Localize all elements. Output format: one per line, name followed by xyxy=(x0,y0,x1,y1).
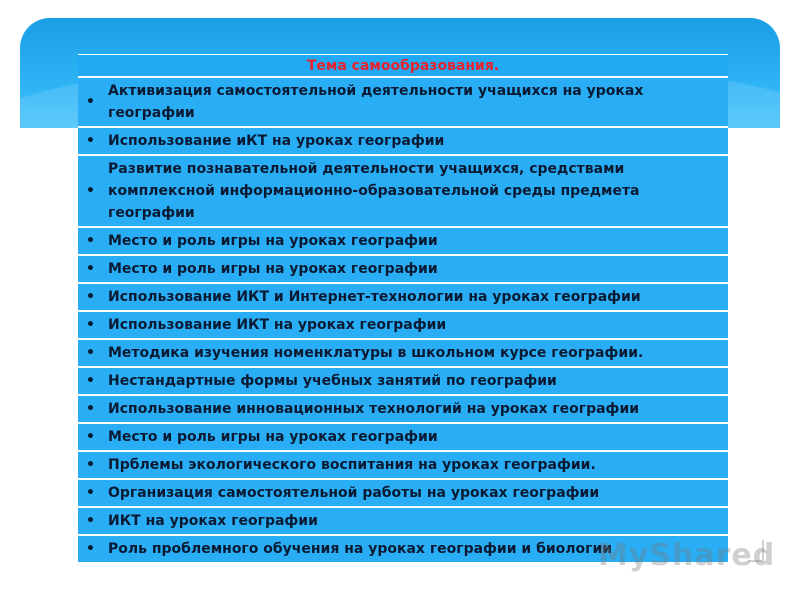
bullet-icon: • xyxy=(86,457,95,473)
table-row xyxy=(78,228,728,256)
table-title: Тема самообразования. xyxy=(306,57,500,74)
table-row xyxy=(78,156,728,228)
bullet-icon: • xyxy=(86,133,95,149)
table-row xyxy=(78,452,728,480)
row-text: Прблемы экологического воспитания на уроках географии. xyxy=(108,457,596,473)
bullet-icon: • xyxy=(86,345,95,361)
bullet-icon: • xyxy=(86,289,95,305)
row-text: Использование инновационных технологий на уроках географии xyxy=(108,401,640,417)
row-text: Место и роль игры на уроках географии xyxy=(108,261,438,277)
table-row xyxy=(78,480,728,508)
bullet-icon: • xyxy=(86,183,95,199)
page-corner-icon xyxy=(748,540,764,562)
topics-table xyxy=(78,54,728,564)
row-text: Методика изучения номенклатуры в школьном курсе географии. xyxy=(108,345,644,361)
bullet-icon: • xyxy=(86,373,95,389)
row-text: Использование иКТ на уроках географии xyxy=(108,133,445,149)
bullet-icon: • xyxy=(86,94,95,110)
row-text: Роль проблемного обучения на уроках географии и биологии xyxy=(108,541,613,557)
table-row xyxy=(78,340,728,368)
bullet-icon: • xyxy=(86,401,95,417)
bullet-icon: • xyxy=(86,233,95,249)
bullet-icon: • xyxy=(86,513,95,529)
table-row xyxy=(78,508,728,536)
row-text: Место и роль игры на уроках географии xyxy=(108,233,438,249)
row-text: Развитие познавательной деятельности учащихся, средствами комплексной информационно-образовательной среды предмета географии xyxy=(108,161,640,221)
table-row xyxy=(78,284,728,312)
table-row xyxy=(78,78,728,128)
table-row xyxy=(78,128,728,156)
table-row xyxy=(78,368,728,396)
row-text: Место и роль игры на уроках географии xyxy=(108,429,438,445)
row-text: Нестандартные формы учебных занятий по географии xyxy=(108,373,557,389)
row-text: ИКТ на уроках географии xyxy=(108,513,318,529)
table-title-row xyxy=(78,54,728,78)
row-text: Активизация самостоятельной деятельности учащихся на уроках географии xyxy=(108,83,644,121)
row-text: Использование ИКТ и Интернет-технологии на уроках географии xyxy=(108,289,641,305)
row-text: Использование ИКТ на уроках географии xyxy=(108,317,447,333)
bullet-icon: • xyxy=(86,261,95,277)
table-row xyxy=(78,256,728,284)
bullet-icon: • xyxy=(86,317,95,333)
bullet-icon: • xyxy=(86,541,95,557)
table-row xyxy=(78,396,728,424)
bullet-icon: • xyxy=(86,485,95,501)
table-row xyxy=(78,424,728,452)
watermark: MyShared xyxy=(598,538,776,573)
row-text: Организация самостоятельной работы на уроках географии xyxy=(108,485,600,501)
bullet-icon: • xyxy=(86,429,95,445)
table-row xyxy=(78,312,728,340)
